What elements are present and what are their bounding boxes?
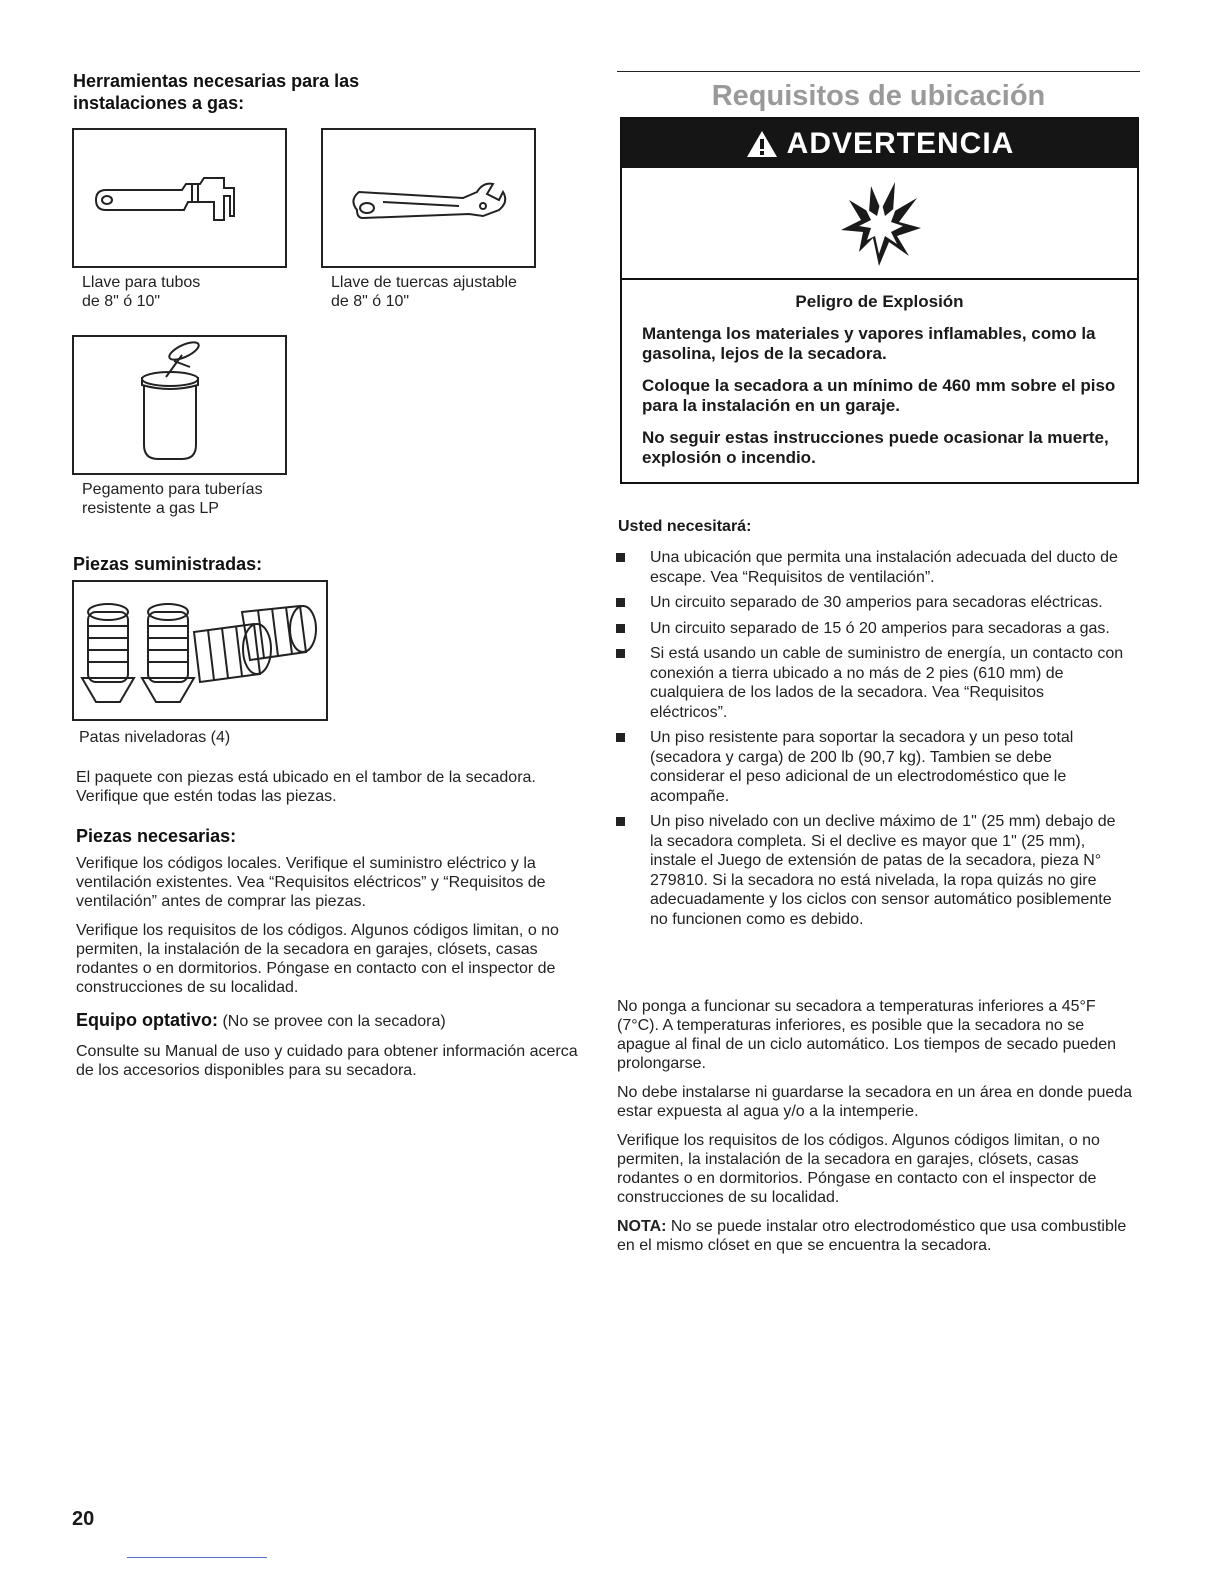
adjustable-wrench-caption: Llave de tuercas ajustable de 8" ó 10" bbox=[331, 274, 517, 310]
note-label: NOTA: bbox=[617, 1218, 667, 1235]
list-item: Un circuito separado de 15 ó 20 amperios para secadoras a gas. bbox=[616, 619, 1124, 639]
list-item: Un piso nivelado con un declive máximo de 1" (25 mm) debajo de la secadora completa. Si el declive es mayor que 1" (25 mm), instale el Juego de extensión de patas de la secadora, pieza N° 279810. Si la secadora no está nivelada, la ropa quizás no gire adecuadamente y los ciclos con sensor automático posiblemente no funcionen como es debido. bbox=[616, 812, 1124, 929]
bullet-square-icon bbox=[616, 817, 625, 826]
warning-paragraph-1: Mantenga los materiales y vapores inflamables, como la gasolina, lejos de la secadora. bbox=[642, 324, 1096, 363]
right-paragraphs bbox=[617, 997, 1139, 1265]
bullet-square-icon bbox=[616, 649, 625, 658]
need-heading: Usted necesitará: bbox=[618, 518, 752, 535]
section-rule bbox=[617, 71, 1140, 72]
pipe-compound-image bbox=[72, 335, 287, 475]
list-item: Un circuito separado de 30 amperios para secadoras eléctricas. bbox=[616, 593, 1124, 613]
needed-heading: Piezas necesarias: bbox=[76, 826, 237, 846]
bullet-square-icon bbox=[616, 733, 625, 742]
warning-box bbox=[620, 117, 1139, 484]
needed-paragraph-2: Verifique los requisitos de los códigos. Algunos códigos limitan, o no permiten, la instalación de la secadora en garajes, clósets, casas rodantes o en dormitorios. Póngase en contacto con el inspector de construcciones de su localidad. bbox=[76, 922, 559, 996]
warning-header bbox=[622, 119, 1137, 168]
optional-note: (No se provee con la secadora) bbox=[222, 1013, 446, 1030]
pipe-wrench-icon bbox=[74, 130, 285, 266]
section-title: Requisitos de ubicación bbox=[711, 80, 1046, 112]
warning-label: ADVERTENCIA bbox=[786, 126, 1015, 160]
note-text: No se puede instalar otro electrodoméstico que usa combustible en el mismo clóset en que se encuentra la secadora. bbox=[617, 1218, 1127, 1254]
adjustable-wrench-image bbox=[321, 128, 536, 268]
temperature-paragraph: No ponga a funcionar su secadora a temperaturas inferiores a 45°F (7°C). A temperaturas inferiores, es posible que la secadora no se apague al final de un ciclo automático. Los tiempos de secado pueden prolongarse. bbox=[617, 998, 1117, 1072]
codes-paragraph: Verifique los requisitos de los códigos. Algunos códigos limitan, o no permiten, la instalación de la secadora en garajes, clósets, casas rodantes o en dormitorios. Póngase en contacto con el inspector de construcciones de su localidad. bbox=[617, 1132, 1100, 1206]
explosion-symbol-area bbox=[622, 168, 1137, 280]
adjustable-wrench-icon bbox=[323, 130, 534, 266]
pipe-compound-caption: Pegamento para tuberías resistente a gas LP bbox=[82, 481, 263, 517]
optional-heading-line bbox=[76, 1009, 596, 1031]
optional-text: Consulte su Manual de uso y cuidado para obtener información acerca de los accesorios disponibles para su secadora. bbox=[76, 1043, 578, 1079]
tools-heading: Herramientas necesarias para las instalaciones a gas: bbox=[73, 71, 360, 113]
list-item: Un piso resistente para soportar la secadora y un peso total (secadora y carga) de 200 lb (90,7 kg). Tambien se debe considerar el peso adicional de un electrodoméstico que le acompañe. bbox=[616, 728, 1124, 806]
pipe-wrench-caption: Llave para tubos de 8" ó 10" bbox=[82, 274, 201, 310]
bottom-rule bbox=[127, 1557, 267, 1558]
page-number: 20 bbox=[72, 1508, 95, 1530]
bullet-square-icon bbox=[616, 598, 625, 607]
note-paragraph bbox=[617, 1217, 1139, 1255]
requirements-list bbox=[616, 548, 1124, 935]
bullet-square-icon bbox=[616, 553, 625, 562]
pipe-compound-jar-icon bbox=[74, 337, 285, 473]
parts-text: El paquete con piezas está ubicado en el tambor de la secadora. Verifique que estén todas las piezas. bbox=[76, 769, 536, 805]
warning-paragraph-2: Coloque la secadora a un mínimo de 460 mm sobre el piso para la instalación en un garaje. bbox=[642, 376, 1116, 415]
list-item: Una ubicación que permita una instalación adecuada del ducto de escape. Vea “Requisitos de ventilación”. bbox=[616, 548, 1124, 587]
needed-paragraph-1: Verifique los códigos locales. Verifique el suministro eléctrico y la ventilación existentes. Vea “Requisitos eléctricos” y “Requisitos de ventilación” antes de comprar las piezas. bbox=[76, 855, 546, 910]
warning-triangle-icon bbox=[745, 129, 779, 159]
optional-heading: Equipo optativo: bbox=[76, 1010, 218, 1030]
explosion-icon bbox=[835, 178, 925, 268]
needed-text bbox=[76, 854, 596, 1007]
warning-paragraph-3: No seguir estas instrucciones puede ocasionar la muerte, explosión o incendio. bbox=[642, 428, 1109, 467]
hazard-title: Peligro de Explosión bbox=[795, 292, 964, 311]
leveling-legs-image bbox=[72, 580, 328, 721]
list-item: Si está usando un cable de suministro de energía, un contacto con conexión a tierra ubicado a no más de 2 pies (610 mm) de cualquiera de los lados de la secadora. Vea “Requisitos eléctricos”. bbox=[616, 644, 1124, 722]
warning-body bbox=[622, 280, 1137, 468]
bullet-square-icon bbox=[616, 624, 625, 633]
parts-heading: Piezas suministradas: bbox=[73, 554, 263, 574]
leveling-legs-icon bbox=[74, 582, 326, 719]
parts-caption: Patas niveladoras (4) bbox=[79, 729, 231, 746]
pipe-wrench-image bbox=[72, 128, 287, 268]
water-paragraph: No debe instalarse ni guardarse la secadora en un área en donde pueda estar expuesta al agua y/o a la intemperie. bbox=[617, 1084, 1133, 1120]
